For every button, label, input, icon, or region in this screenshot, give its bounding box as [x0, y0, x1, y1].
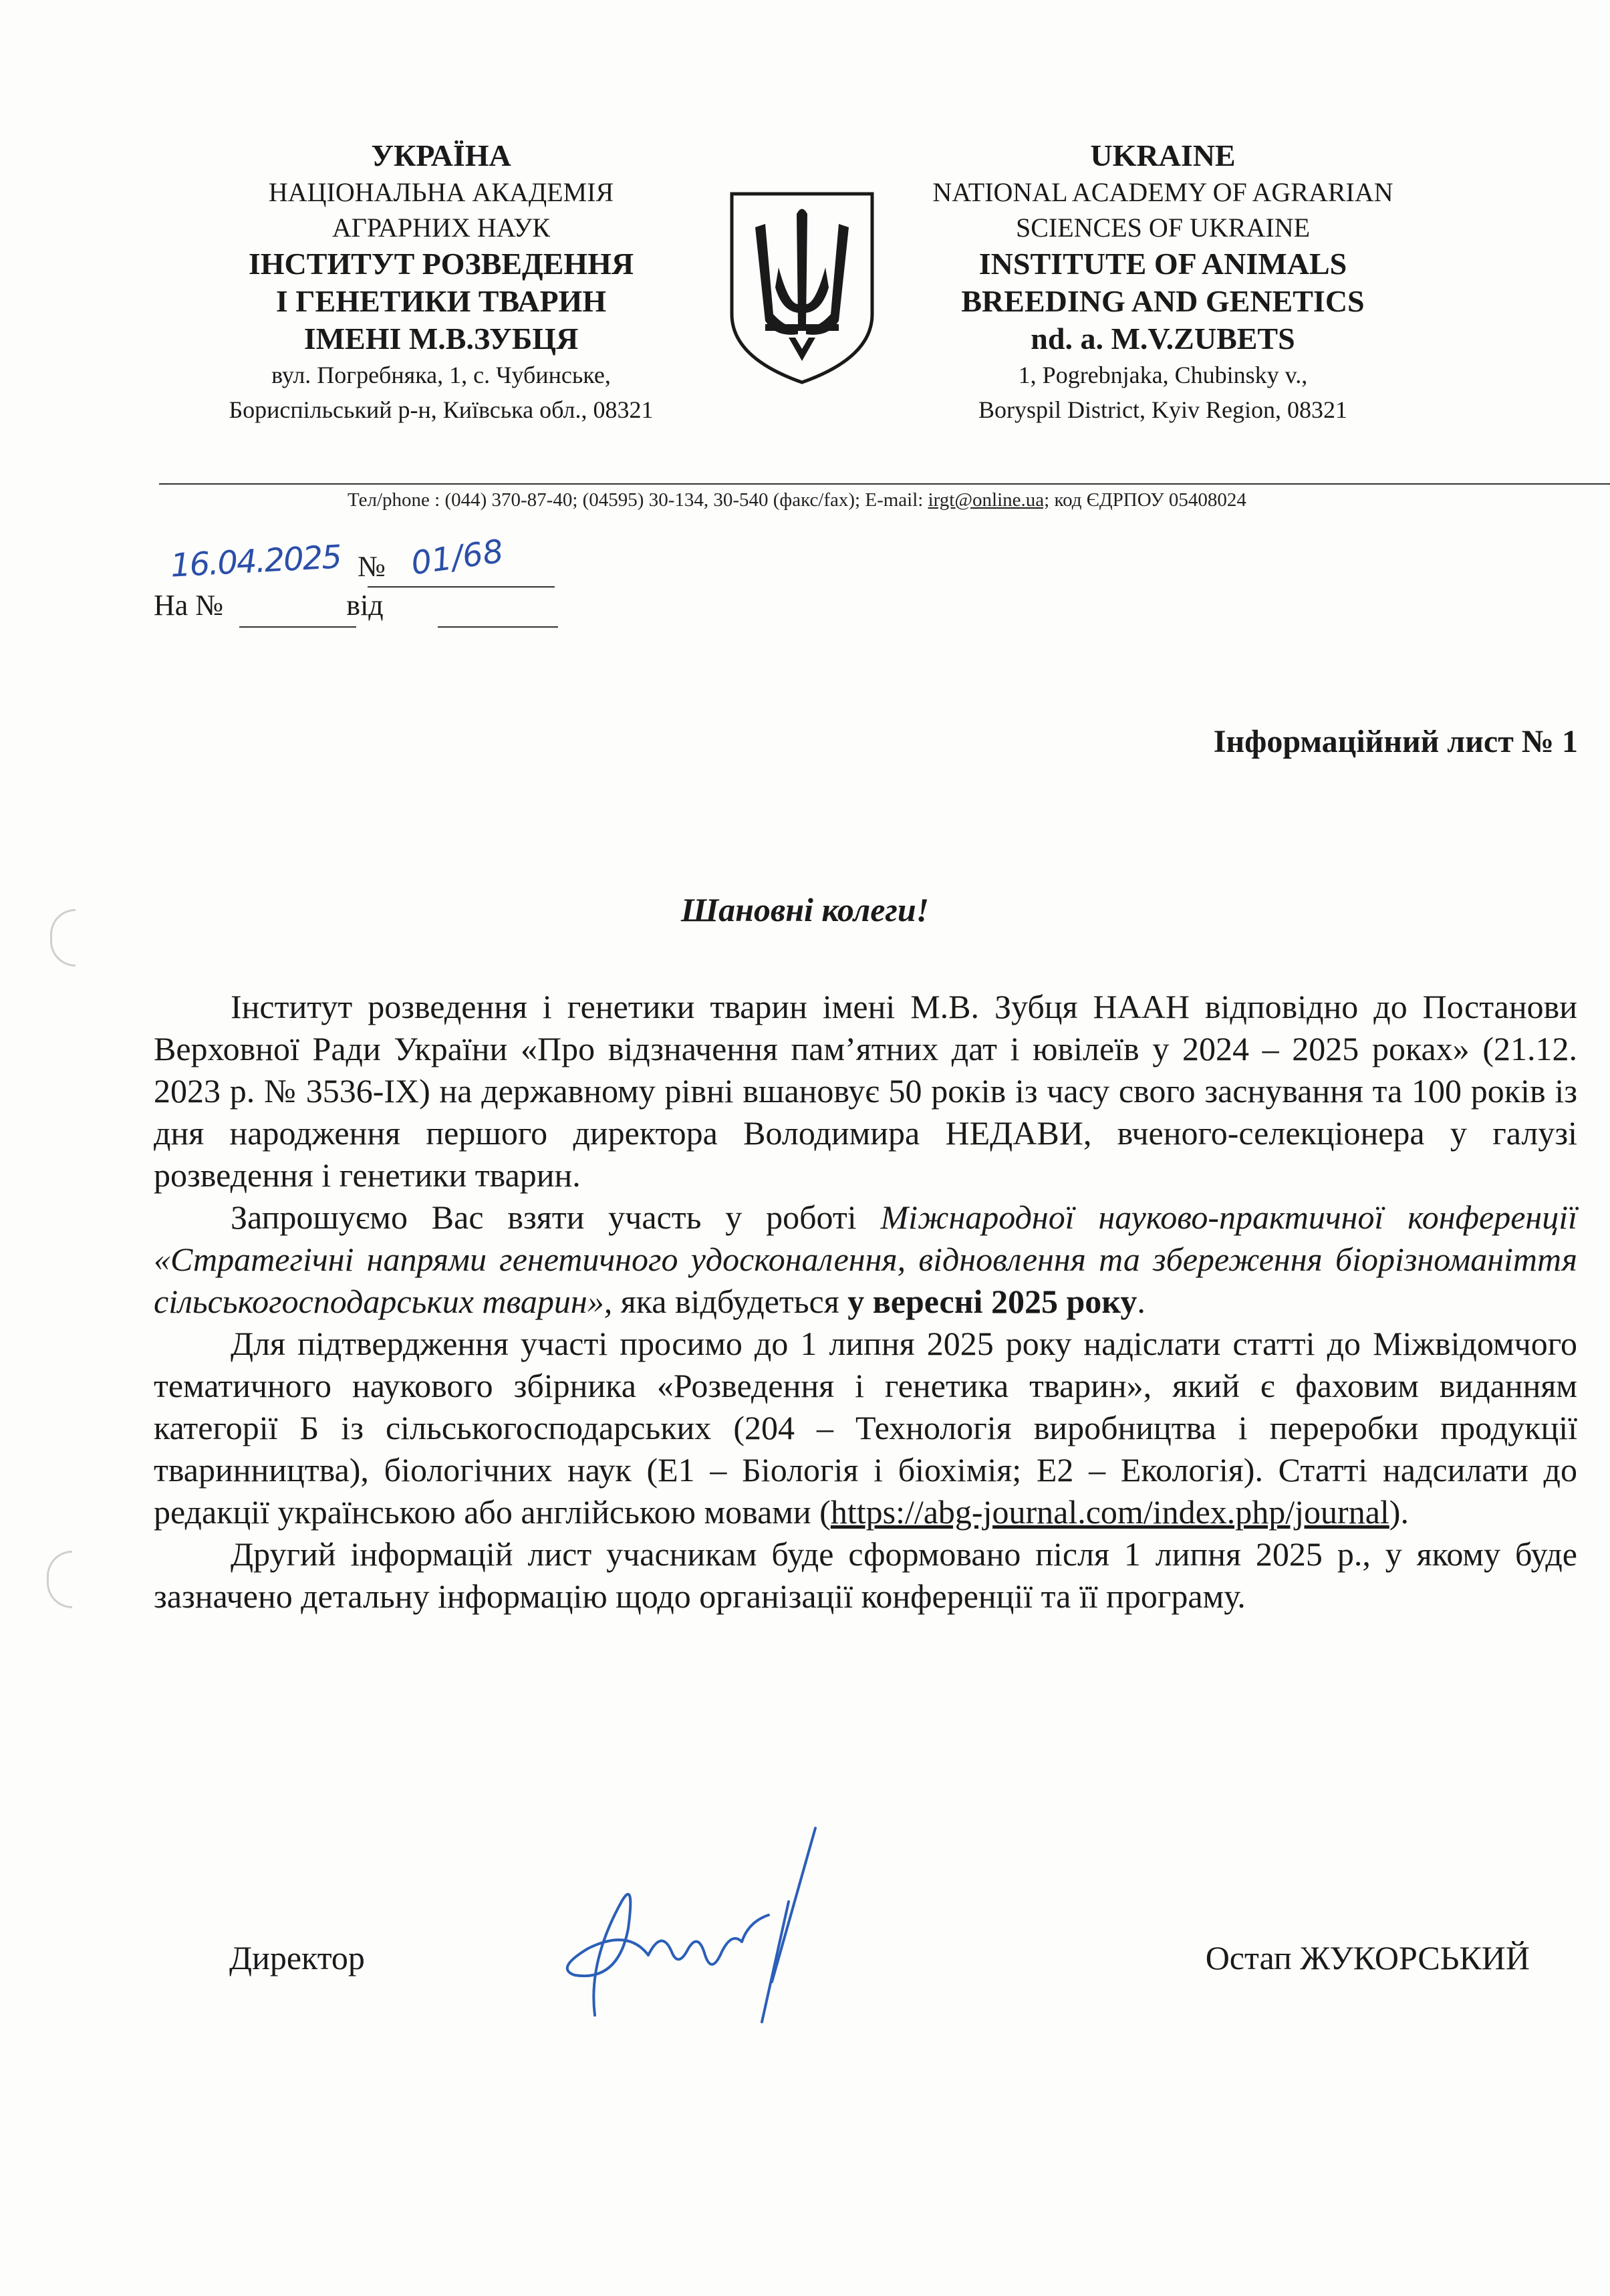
address-ua-line2: Бориспільський р-н, Київська обл., 08321	[229, 396, 654, 423]
contacts-edrpou: код ЄДРПОУ 05408024	[1049, 489, 1246, 511]
header-divider	[159, 483, 1610, 485]
institute-ua-line1: ІНСТИТУТ РОЗВЕДЕННЯ	[248, 247, 634, 281]
address-en-line1: 1, Pogrebnjaka, Chubinsky v.,	[1018, 362, 1308, 388]
registration-date: 16.04.2025	[169, 538, 342, 585]
address-ua-line1: вул. Погребняка, 1, с. Чубинське,	[271, 362, 611, 388]
paragraph-3-text-a: Для підтвердження участі просимо до 1 липня 2025 року надіслати статті до Міжвідомчого тематичного наукового збірника «Розведення і генетика тварин», який є фаховим виданням категорії Б із сільськогосподарських (204 – Технологія виробництва і переробки продукції тваринництва), біологічних наук (Е1 – Біологія і біохімія; Е2 – Екологія). Статті надсилати до редакції українською або англійською мовами (	[154, 1325, 1577, 1531]
country-ua: УКРАЇНА	[371, 138, 511, 172]
paragraph-3	[154, 1323, 1577, 1533]
country-en: UKRAINE	[1090, 138, 1236, 172]
contacts-line	[348, 489, 1246, 511]
paragraph-2-text-c: .	[1137, 1283, 1146, 1320]
institute-en-line3: nd. a. M.V.ZUBETS	[1031, 322, 1295, 356]
academy-en-line1: NATIONAL ACADEMY OF AGRARIAN	[932, 177, 1393, 207]
registration-number-label: №	[358, 550, 386, 583]
signatory-title: Директор	[229, 1939, 365, 1976]
reference-from-label: від	[346, 589, 384, 622]
academy-en-line2: SCIENCES OF UKRAINE	[1015, 213, 1311, 243]
handwritten-signature	[548, 1815, 855, 2029]
header-ukrainian	[154, 137, 728, 427]
institute-ua-line3: ІМЕНІ М.В.ЗУБЦЯ	[303, 322, 579, 356]
info-letter-title: Інформаційний лист № 1	[1213, 724, 1578, 759]
address-en-line2: Boryspil District, Kyiv Region, 08321	[978, 396, 1347, 423]
paragraph-3-text-b: ).	[1389, 1493, 1409, 1531]
header-english	[869, 137, 1457, 427]
coat-of-arms-trident-icon	[725, 187, 879, 388]
reference-blank-2	[391, 589, 494, 622]
scan-punch-mark	[47, 1551, 72, 1608]
institute-en-line2: BREEDING AND GENETICS	[961, 284, 1365, 318]
conference-date: у вересні 2025 року	[847, 1283, 1137, 1320]
academy-ua-line2: АГРАРНИХ НАУК	[331, 213, 551, 243]
signatory-name: Остап ЖУКОРСЬКИЙ	[1205, 1939, 1530, 1976]
paragraph-2-text-b: яка відбудеться	[612, 1283, 848, 1320]
reference-row	[154, 588, 494, 622]
greeting: Шановні колеги!	[680, 891, 930, 928]
reference-underline-2	[438, 626, 558, 628]
journal-link[interactable]: https://abg-journal.com/index.php/journal	[830, 1493, 1389, 1531]
paragraph-2-text-a: Запрошуємо Вас взяти участь у роботі	[231, 1198, 881, 1236]
academy-ua-line1: НАЦІОНАЛЬНА АКАДЕМІЯ	[268, 177, 614, 207]
paragraph-2	[154, 1196, 1577, 1323]
reference-label: На №	[154, 589, 224, 622]
reference-blank	[231, 589, 333, 622]
institute-ua-line2: І ГЕНЕТИКИ ТВАРИН	[275, 284, 607, 318]
registration-number: 01/68	[408, 532, 506, 583]
registration-underline	[368, 586, 555, 588]
institute-en-line1: INSTITUTE OF ANIMALS	[978, 247, 1347, 281]
contacts-email[interactable]: irgt@online.ua;	[928, 489, 1050, 511]
paragraph-1: Інститут розведення і генетики тварин імені М.В. Зубця НААН відповідно до Постанови Верховної Ради України «Про відзначення пам’ятних дат і ювілеїв у 2024 – 2025 роках» (21.12. 2023 р. № 3536-IX) на державному рівні вшановує 50 років із часу свого заснування та 100 років із дня народження першого директора Володимира НЕДАВИ, вченого-селекціонера у галузі розведення і генетики тварин.	[154, 988, 1577, 1194]
paragraph-4: Другий інформацій лист учасникам буде сформовано після 1 липня 2025 р., у якому буде зазначено детальну інформацію щодо організації конференції та її програму.	[154, 1535, 1577, 1615]
letter-body	[154, 986, 1577, 1618]
contacts-phones: Тел/phone : (044) 370-87-40; (04595) 30-134, 30-540 (факс/fax); E-mail:	[348, 489, 928, 511]
conference-title: Міжнародної науково-практичної конференції «Стратегічні напрями генетичного удосконалення, відновлення та збереження біорізноманіття сільськогосподарських тварин»,	[154, 1198, 1577, 1320]
reference-underline-1	[239, 626, 356, 628]
